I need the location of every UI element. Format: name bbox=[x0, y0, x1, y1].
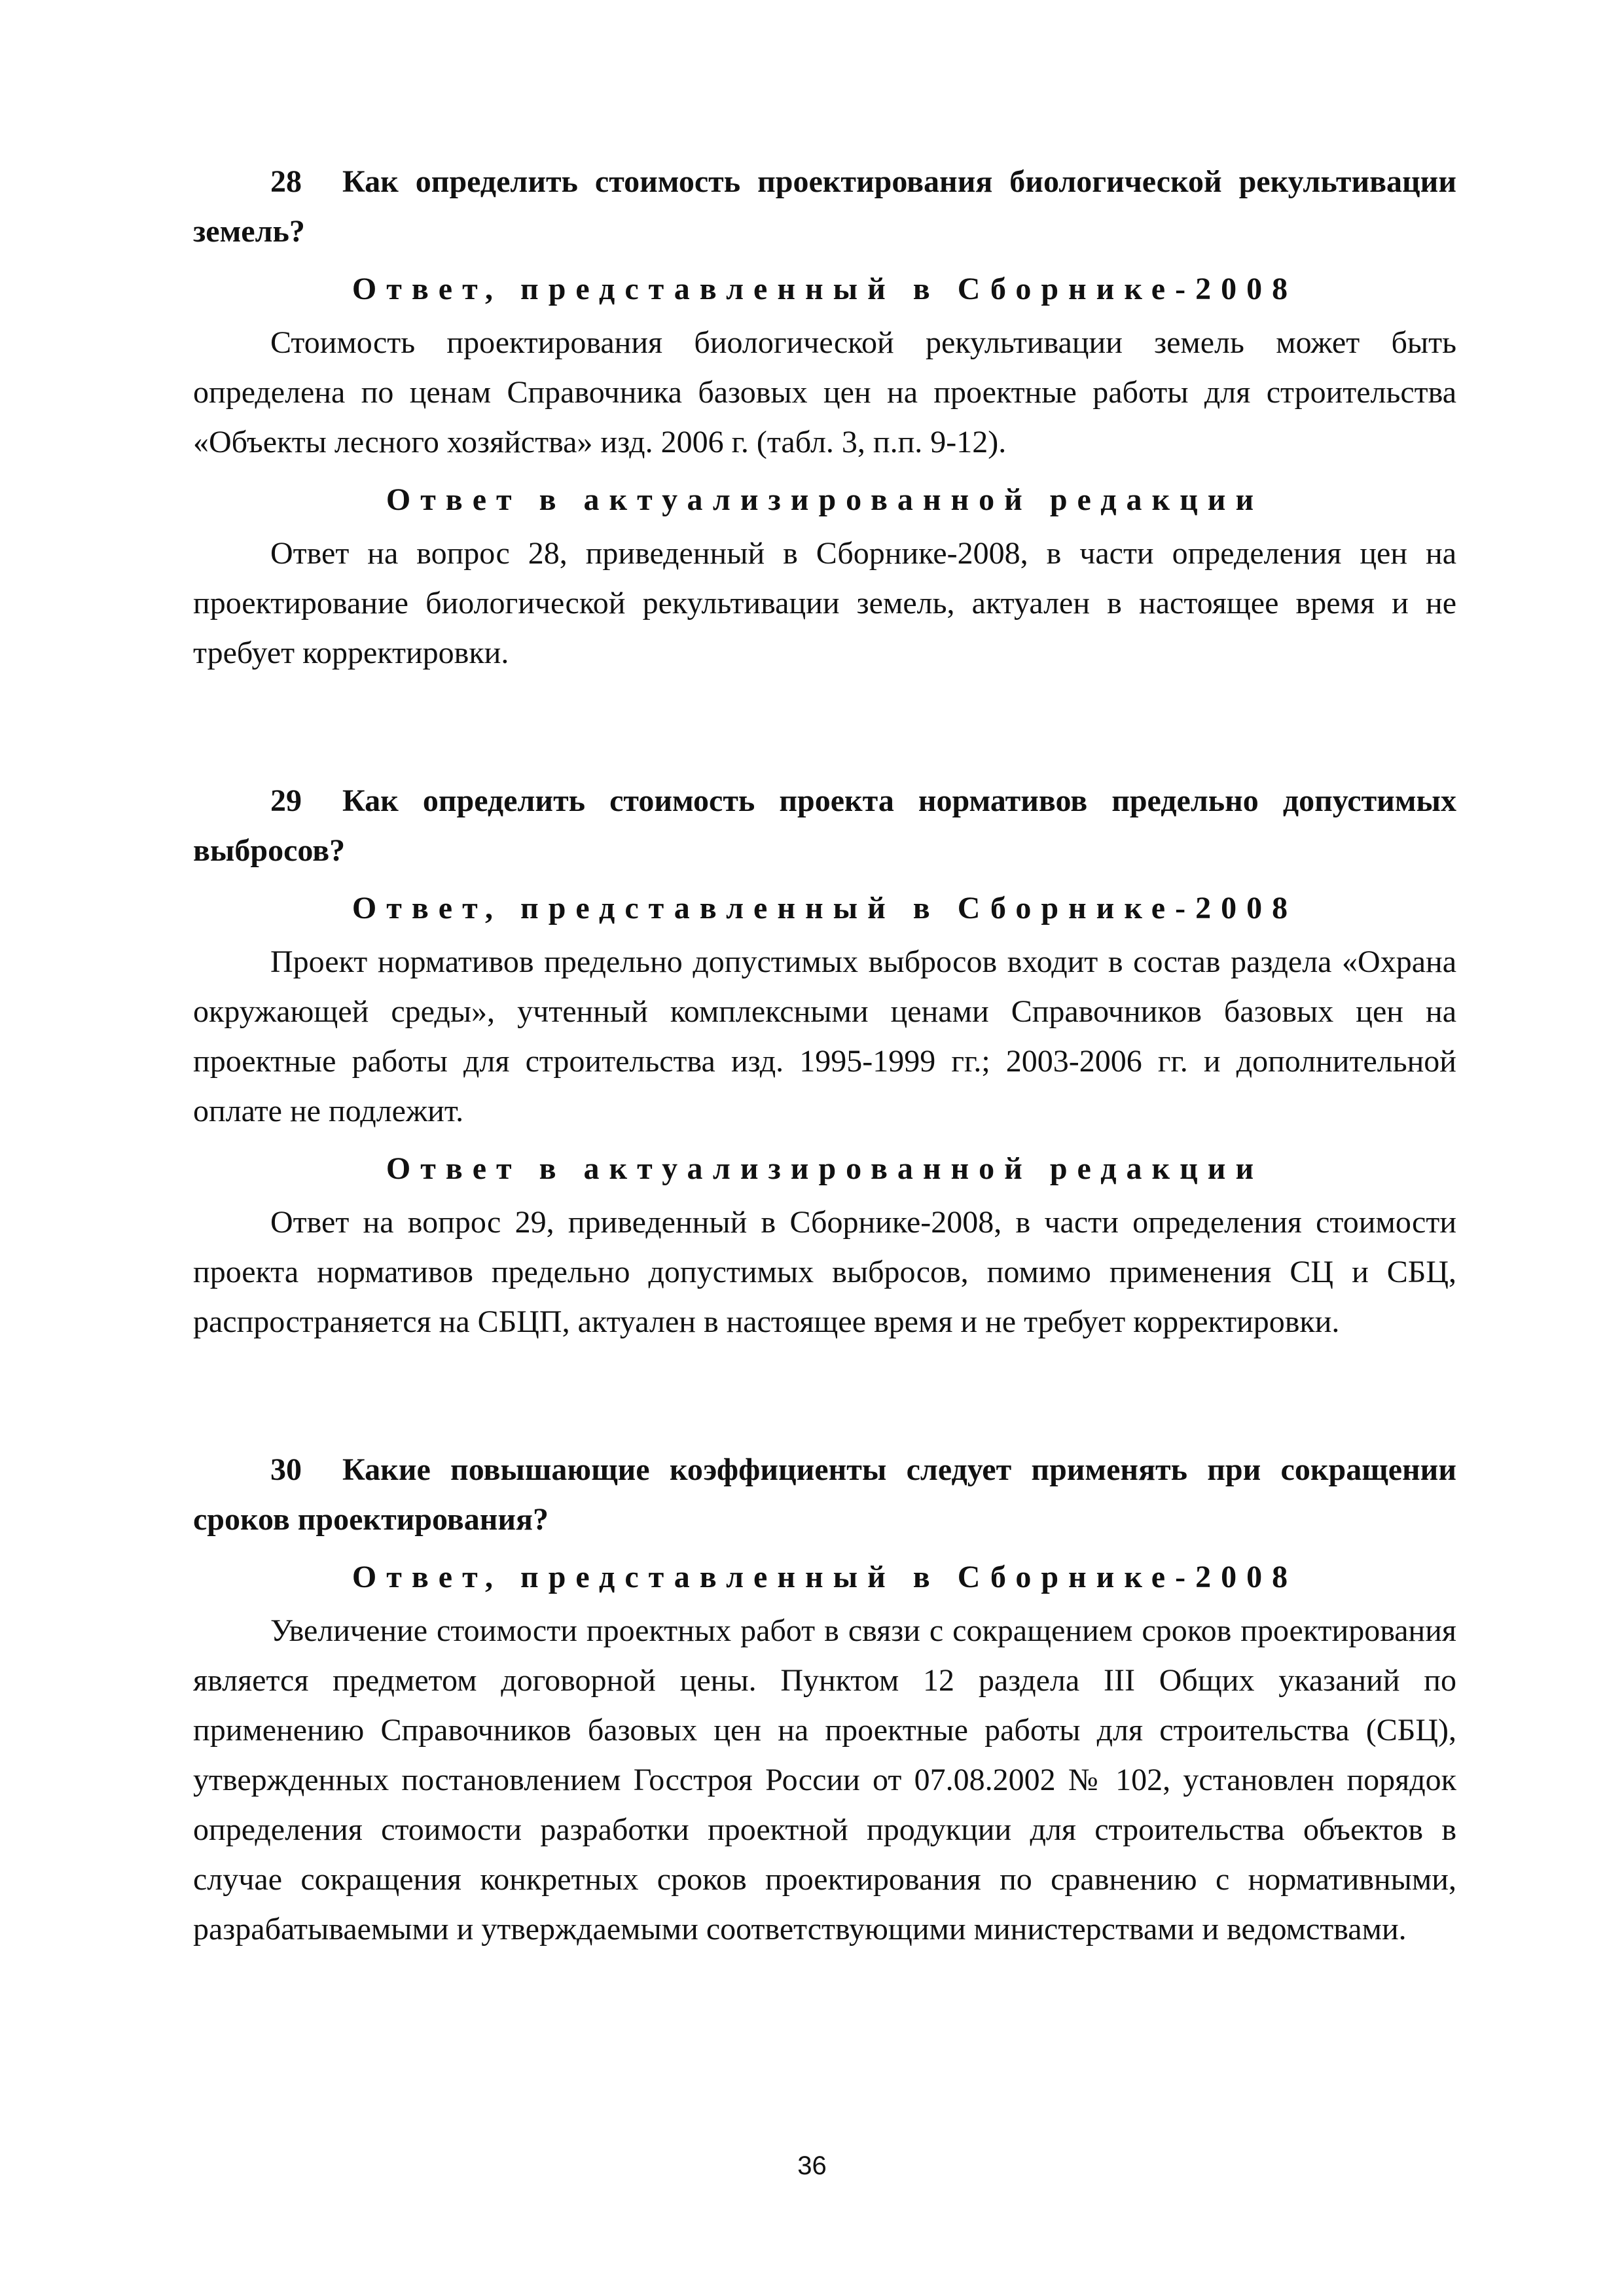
page-content bbox=[193, 157, 1456, 1954]
question-block-28 bbox=[193, 157, 1456, 678]
answer-updated-heading: Ответ в актуализированной редакции bbox=[386, 482, 1264, 517]
question-heading bbox=[193, 776, 1456, 876]
question-title: Какие повышающие коэффициенты следует применять при сокращении сроков проектирования? bbox=[193, 1452, 1456, 1537]
question-number: 29 bbox=[270, 783, 302, 818]
question-number: 30 bbox=[270, 1452, 302, 1487]
question-heading bbox=[193, 1445, 1456, 1545]
answer-2008-heading: Ответ, представленный в Сборнике-2008 bbox=[352, 1560, 1298, 1594]
section-spacer bbox=[193, 678, 1456, 776]
answer-2008-text: Проект нормативов предельно допустимых выбросов входит в состав раздела «Охрана окружающей среды», учтенный комплексными ценами Справочников базовых цен на проектные работы для строительства изд. 1995-1999 гг.; 2003-2006 гг. и дополнительной оплате не подлежит. bbox=[193, 944, 1456, 1128]
answer-2008-heading: Ответ, представленный в Сборнике-2008 bbox=[352, 891, 1298, 925]
answer-updated-heading: Ответ в актуализированной редакции bbox=[386, 1151, 1264, 1186]
answer-2008-heading: Ответ, представленный в Сборнике-2008 bbox=[352, 272, 1298, 306]
question-heading bbox=[193, 157, 1456, 257]
question-number: 28 bbox=[270, 164, 302, 199]
question-block-29 bbox=[193, 776, 1456, 1347]
page-number: 36 bbox=[797, 2151, 827, 2180]
question-title: Как определить стоимость проекта нормативов предельно допустимых выбросов? bbox=[193, 783, 1456, 868]
answer-2008-text: Стоимость проектирования биологической рекультивации земель может быть определена по ценам Справочника базовых цен на проектные работы для строительства «Объекты лесного хозяйства» изд. 2006 г. (табл. 3, п.п. 9-12). bbox=[193, 325, 1456, 459]
answer-updated-text: Ответ на вопрос 29, приведенный в Сборнике-2008, в части определения стоимости проекта нормативов предельно допустимых выбросов, помимо применения СЦ и СБЦ, распространяется на СБЦП, актуален в настоящее время и не требует корректировки. bbox=[193, 1205, 1456, 1339]
question-block-30 bbox=[193, 1445, 1456, 1954]
question-title: Как определить стоимость проектирования биологической рекультивации земель? bbox=[193, 164, 1456, 249]
section-spacer bbox=[193, 1347, 1456, 1445]
answer-2008-text: Увеличение стоимости проектных работ в связи с сокращением сроков проектирования является предметом договорной цены. Пунктом 12 раздела III Общих указаний по применению Справочников базовых цен на проектные работы для строительства (СБЦ), утвержденных постановлением Госстроя России от 07.08.2002 № 102, установлен порядок определения стоимости разработки проектной продукции для строительства объектов в случае сокращения конкретных сроков проектирования по сравнению с нормативными, разрабатываемыми и утверждаемыми соответствующими министерствами и ведомствами. bbox=[193, 1613, 1456, 1946]
answer-updated-text: Ответ на вопрос 28, приведенный в Сборнике-2008, в части определения цен на проектирование биологической рекультивации земель, актуален в настоящее время и не требует корректировки. bbox=[193, 536, 1456, 670]
